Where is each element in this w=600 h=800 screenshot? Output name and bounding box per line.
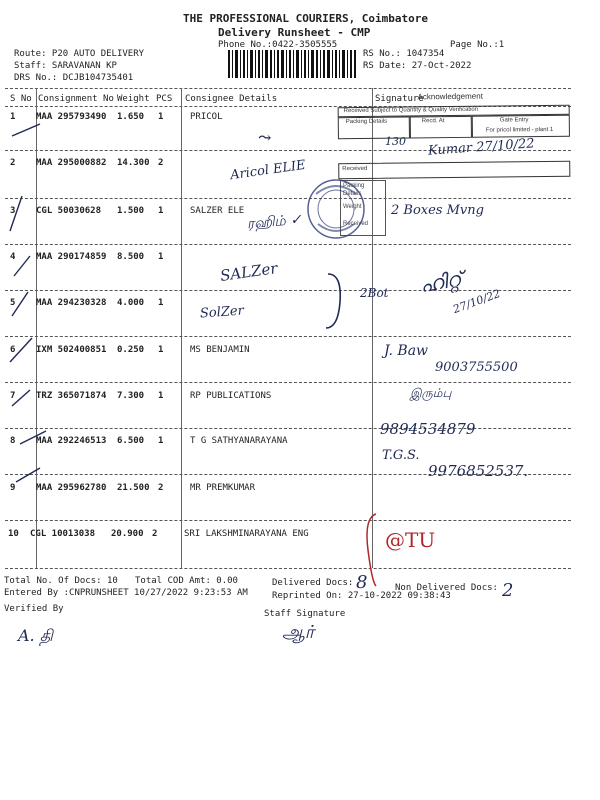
stamp-received: Received (342, 165, 368, 173)
row-consignee: MR PREMKUMAR (190, 483, 256, 493)
handwritten-signature-row6: J. Baw (384, 343, 429, 359)
row-consignment: MAA 295962780 (36, 483, 107, 493)
row-weight: 14.300 (117, 158, 150, 168)
route: Route: P20 AUTO DELIVERY (14, 49, 145, 59)
delivered-count-handwritten: 8 (356, 572, 368, 593)
col-signature: Signature (375, 94, 424, 104)
row-sno: 2 (10, 158, 16, 168)
row-pcs: 2 (158, 158, 164, 168)
row-pcs: 1 (158, 345, 164, 355)
handwritten-consignee-row4: SALZer (219, 259, 279, 285)
staff-signature-label: Staff Signature (264, 609, 346, 619)
row-pcs: 1 (158, 252, 164, 262)
check-marks (0, 106, 60, 568)
row-sno: 5 (10, 298, 16, 308)
row-weight: 1.500 (117, 206, 145, 216)
handwritten-consignee-row5: SolZer (199, 303, 245, 322)
round-seal-icon (304, 176, 368, 242)
row-weight: 4.000 (117, 298, 145, 308)
row-consignee: RP PUBLICATIONS (190, 391, 272, 401)
row-divider (5, 336, 571, 337)
stamp-packing: Packing (343, 183, 365, 189)
drs-number: DRS No.: DCJB104735401 (14, 73, 134, 83)
handwritten-stamp-signature: Kumar 27/10/22 (427, 136, 536, 159)
row-weight: 7.300 (117, 391, 145, 401)
row-weight: 8.500 (117, 252, 145, 262)
bracket-icon (322, 272, 352, 332)
verified-by-label: Verified By (4, 604, 64, 614)
row-consignee: SRI LAKSHMINARAYANA ENG (184, 529, 309, 539)
handwritten-stamp-number: 130 (385, 135, 406, 148)
row-sno: 10 (8, 529, 19, 539)
row-pcs: 1 (158, 206, 164, 216)
row-consignee: MS BENJAMIN (190, 345, 250, 355)
delivered-docs-label: Delivered Docs: (272, 578, 354, 588)
stamp-received-line: Received Subject to Quantity & Quality Verification (343, 106, 479, 115)
row-consignment: CGL 10013038 (30, 529, 96, 539)
row-divider (5, 198, 571, 199)
row-consignment: CGL 50030628 (36, 206, 102, 216)
barcode (228, 50, 356, 78)
row-consignment: MAA 290174859 (36, 252, 107, 262)
verified-by-signature: A. தி (18, 626, 53, 645)
row-consignment: MAA 295000882 (36, 158, 107, 168)
row-divider (5, 382, 571, 383)
handwritten-name-row7: இரும்பு (410, 386, 452, 400)
stamp-received-2: Received (343, 221, 369, 227)
row-sno: 6 (10, 345, 16, 355)
phone-number: Phone No.:0422-3505555 (218, 40, 338, 50)
row-consignment: TRZ 365071874 (36, 391, 107, 401)
non-delivered-count-handwritten: 2 (502, 580, 514, 601)
row-consignment: MAA 292246513 (36, 436, 107, 446)
row-consignment: IXM 502400851 (36, 345, 107, 355)
col-separator (181, 88, 182, 568)
row-sno: 4 (10, 252, 16, 262)
col-consignee: Consignee Details (185, 94, 278, 104)
row-sno: 8 (10, 436, 16, 446)
handwritten-phone-row8: 9976852537. (428, 462, 529, 480)
row-weight: 0.250 (117, 345, 145, 355)
row-sno: 7 (10, 391, 16, 401)
col-consignment: Consignment No (38, 94, 114, 104)
stamp-pricol-line: For pricol limited - plant 1 (485, 126, 554, 134)
entered-by: Entered By :CNPRUNSHEET 10/27/2022 9:23:53 AM (4, 588, 248, 598)
row-weight: 6.500 (117, 436, 145, 446)
row-pcs: 1 (158, 436, 164, 446)
stamp-gate-entry: Gate Entry (499, 117, 529, 124)
handwritten-signature-row5: ഹിറ്റ് (418, 266, 464, 298)
col-pcs: PCS (156, 94, 173, 104)
col-weight: Weight (117, 94, 150, 104)
staff-signature: ஆர் (282, 622, 315, 643)
runsheet-title: Delivery Runsheet - CMP (218, 26, 371, 39)
handwritten-note-row5: 2Bot (360, 286, 389, 300)
handwritten-phone-row7: 9894534879 (380, 420, 476, 438)
row-divider (5, 244, 571, 245)
handwritten-phone-row6: 9003755500 (435, 360, 518, 375)
total-cod: Total COD Amt: 0.00 (135, 576, 238, 586)
company-title: THE PROFESSIONAL COURIERS, Coimbatore (183, 12, 429, 25)
col-sno: S No (10, 94, 32, 104)
row-pcs: 2 (158, 483, 164, 493)
non-delivered-docs-label: Non Delivered Docs: (395, 583, 498, 593)
row-pcs: 1 (158, 112, 164, 122)
stamp-weight: Weight (343, 204, 362, 210)
row-weight: 21.500 (117, 483, 150, 493)
handwritten-mark-row1: ⤳ (258, 128, 272, 147)
stamp-details: Details (343, 191, 362, 197)
handwritten-signature-row8: T.G.S. (382, 448, 420, 463)
handwritten-date-row5: 27/10/22 (451, 286, 503, 317)
row-sno: 3 (10, 206, 16, 216)
staff: Staff: SARAVANAN KP (14, 61, 117, 71)
row-pcs: 1 (158, 298, 164, 308)
row-sno: 1 (10, 112, 16, 122)
row-consignee: SALZER ELE (190, 206, 245, 216)
row-pcs: 2 (152, 529, 158, 539)
handwritten-boxes-row3: 2 Boxes Mvng (391, 203, 484, 218)
row-weight: 20.900 (111, 529, 144, 539)
row-consignment: MAA 295793490 (36, 112, 107, 122)
table-bottom-rule (5, 568, 571, 569)
handwritten-consignee-row2: Aricol ELIE (229, 157, 307, 184)
rs-date: RS Date: 27-Oct-2022 (363, 61, 472, 71)
row-weight: 1.650 (117, 112, 145, 122)
row-consignee: PRICOL (190, 112, 223, 122)
stamp-packing-details: Packing Details (345, 118, 388, 126)
row-consignee: T G SATHYANARAYANA (190, 436, 288, 446)
total-docs: Total No. Of Docs: 10 (4, 576, 118, 586)
row-divider (5, 520, 571, 521)
row-pcs: 1 (158, 391, 164, 401)
stamp-title: Acknowledgement (417, 91, 483, 102)
row-divider (5, 428, 571, 429)
stamp-recd-at: Recd. At (421, 118, 445, 125)
reprinted-on: Reprinted On: 27-10-2022 09:38:43 (272, 591, 451, 601)
handwritten-signature-row3: ரஹிம் ✓ (246, 211, 303, 233)
page-number: Page No.:1 (450, 40, 505, 50)
rs-number: RS No.: 1047354 (363, 49, 445, 59)
row-consignment: MAA 294230328 (36, 298, 107, 308)
handwritten-note-row10: @TU (385, 528, 436, 552)
table-top-rule (5, 88, 571, 89)
row-sno: 9 (10, 483, 16, 493)
